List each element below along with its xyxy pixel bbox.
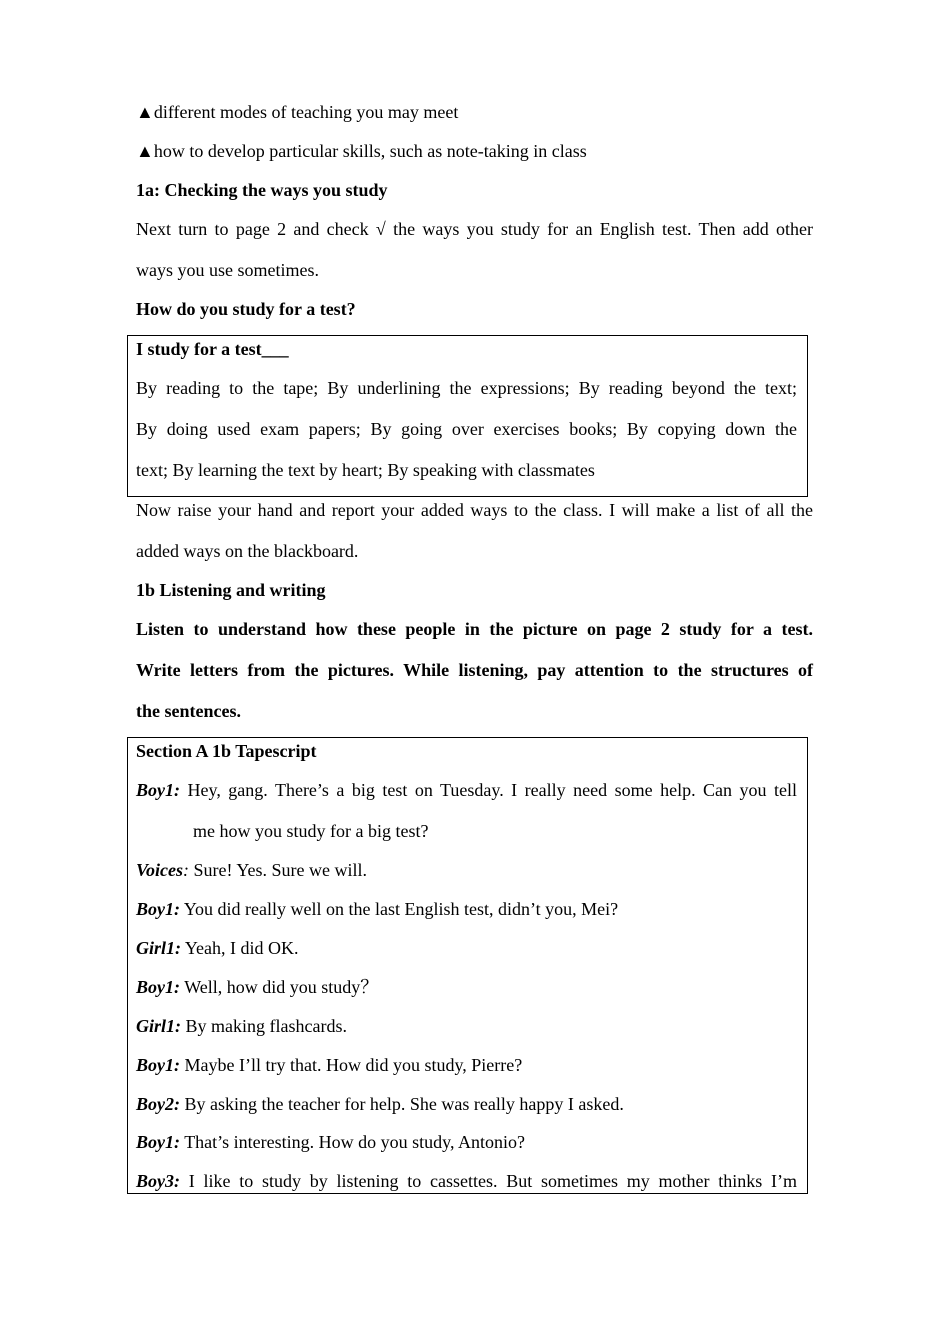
speaker-colon: : bbox=[183, 860, 189, 880]
bullet-item bbox=[136, 140, 587, 162]
speaker-label: Boy1: bbox=[136, 780, 180, 800]
section-1b-instruction: Listen to understand how these people in the picture on page 2 study for a test. bbox=[136, 619, 813, 639]
speaker-label: Girl1: bbox=[136, 938, 181, 958]
report-instruction-cont: added ways on the blackboard. bbox=[136, 541, 359, 561]
speaker-label: Voices bbox=[136, 860, 183, 880]
speaker-label: Boy1: bbox=[136, 977, 180, 997]
section-1b-instruction: Write letters from the pictures. While listening, pay attention to the structures of bbox=[136, 660, 813, 680]
dialogue-line-cont: me how you study for a big test? bbox=[193, 821, 429, 841]
bullet-text: how to develop particular skills, such as note-taking in class bbox=[153, 141, 587, 161]
dialogue-line bbox=[136, 779, 797, 801]
dialogue-line bbox=[136, 898, 618, 920]
dialogue-line bbox=[136, 937, 299, 959]
section-1a-heading: 1a: Checking the ways you study bbox=[136, 180, 388, 200]
dialogue-line bbox=[136, 1170, 797, 1192]
study-ways-line: text; By learning the text by heart; By speaking with classmates bbox=[136, 460, 595, 480]
dialogue-line bbox=[136, 859, 367, 881]
speaker-label: Boy2: bbox=[136, 1094, 180, 1114]
bullet-item bbox=[136, 101, 458, 123]
dialogue-line bbox=[136, 1054, 522, 1076]
section-1a-instruction: Next turn to page 2 and check √ the ways you study for an English test. Then add other bbox=[136, 219, 813, 239]
dialogue-text: Well, how did you study？ bbox=[184, 977, 379, 997]
speaker-label: Girl1: bbox=[136, 1016, 181, 1036]
report-instruction: Now raise your hand and report your added ways to the class. I will make a list of all the bbox=[136, 500, 813, 520]
section-1b-instruction: the sentences. bbox=[136, 701, 241, 721]
dialogue-text: I like to study by listening to cassettes. But sometimes my mother thinks I’m bbox=[188, 1171, 798, 1191]
dialogue-line bbox=[136, 976, 378, 998]
dialogue-line bbox=[136, 1015, 347, 1037]
speaker-label: Boy3: bbox=[136, 1171, 180, 1191]
dialogue-text: That’s interesting. How do you study, Antonio? bbox=[184, 1132, 525, 1152]
tapescript-box bbox=[127, 737, 808, 1194]
dialogue-text: Maybe I’ll try that. How did you study, Pierre? bbox=[184, 1055, 523, 1075]
dialogue-text: By making flashcards. bbox=[185, 1016, 347, 1036]
speaker-label: Boy1: bbox=[136, 899, 180, 919]
study-ways-line: By doing used exam papers; By going over exercises books; By copying down the bbox=[136, 419, 797, 439]
dialogue-text: Sure! Yes. Sure we will. bbox=[193, 860, 367, 880]
tapescript-title: Section A 1b Tapescript bbox=[136, 741, 317, 761]
dialogue-text: By asking the teacher for help. She was really happy I asked. bbox=[184, 1094, 624, 1114]
section-1b-heading: 1b Listening and writing bbox=[136, 580, 326, 600]
dialogue-text: You did really well on the last English test, didn’t you, Mei? bbox=[183, 899, 619, 919]
study-ways-line: By reading to the tape; By underlining the expressions; By reading beyond the text; bbox=[136, 378, 797, 398]
dialogue-text: Yeah, I did OK. bbox=[184, 938, 299, 958]
section-1a-instruction-cont: ways you use sometimes. bbox=[136, 260, 319, 280]
dialogue-text: Hey, gang. There’s a big test on Tuesday. I really need some help. Can you tell bbox=[187, 780, 798, 800]
speaker-label: Boy1: bbox=[136, 1132, 180, 1152]
dialogue-line bbox=[136, 1131, 525, 1153]
study-question: How do you study for a test? bbox=[136, 299, 356, 319]
bullet-text: different modes of teaching you may meet bbox=[153, 102, 459, 122]
triangle-bullet-icon: ▲ bbox=[136, 141, 154, 161]
study-ways-box-title: I study for a test___ bbox=[136, 339, 289, 359]
dialogue-line bbox=[136, 1093, 624, 1115]
speaker-label: Boy1: bbox=[136, 1055, 180, 1075]
triangle-bullet-icon: ▲ bbox=[136, 102, 154, 122]
